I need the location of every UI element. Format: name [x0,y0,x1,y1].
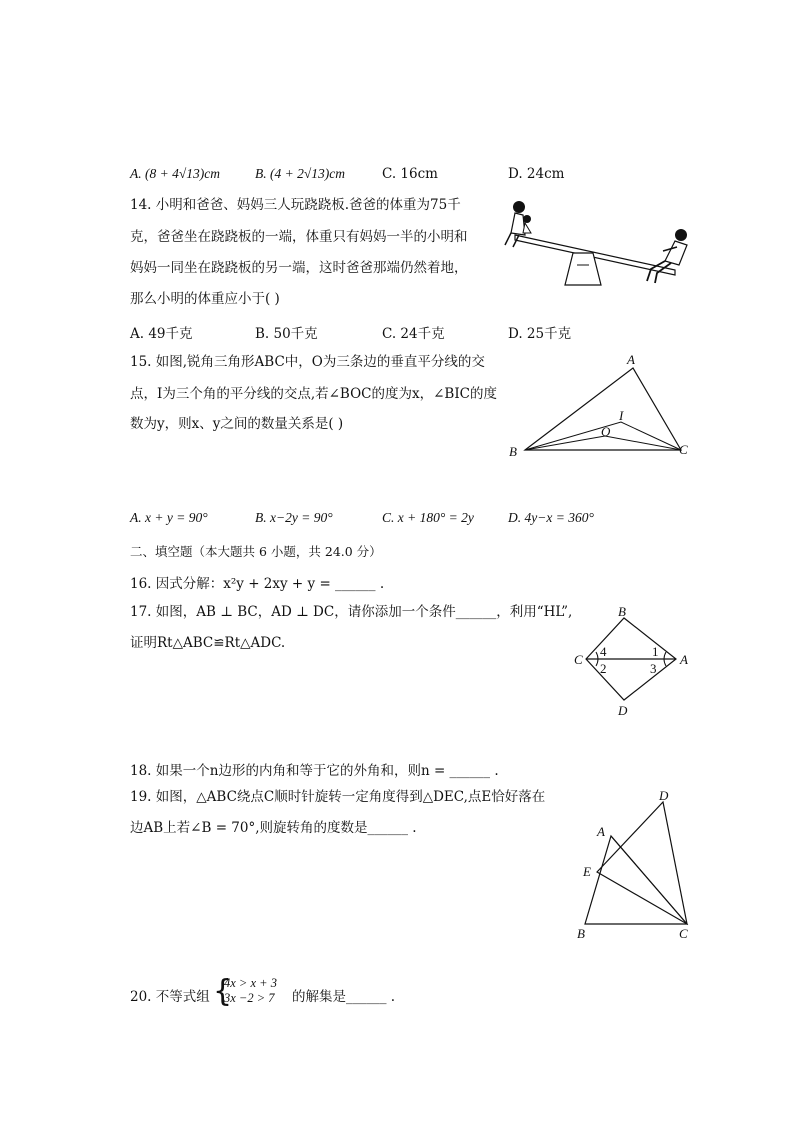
q17-angle-1: 1 [652,644,659,659]
q17-kite-figure [570,602,700,720]
q14-option-c: C. 24千克 [382,326,445,342]
q17-angle-4: 4 [600,644,607,659]
q15-label-b: B [509,444,517,459]
q20-prefix: 20. 不等式组 [130,989,210,1005]
section-2-title: 二、填空题（本大题共 6 小题，共 24.0 分） [130,544,382,559]
q14-line-2: 克，爸爸坐在跷跷板的一端，体重只有妈妈一半的小明和 [130,229,468,245]
q14-line-3: 妈妈一同坐在跷跷板的另一端，这时爸爸那端仍然着地， [130,260,468,276]
q13-option-c: C. 16cm [382,166,438,182]
q15-label-c: C [679,442,688,457]
q19-label-b: B [577,926,585,941]
q17-label-d: D [618,703,628,718]
q19-label-e: E [583,864,591,879]
q15-option-d: D. 4y−x = 360° [508,510,594,525]
q15-option-a: A. x + y = 90° [130,510,208,525]
q13-option-b: B. (4 + 2√13)cm [255,166,345,181]
q20-row-1: 4x > x + 3 [224,976,277,990]
q16-text: 16. 因式分解：x²y + 2xy + y = ______ . [130,576,385,592]
q15-triangle-figure [505,350,700,460]
q15-line-1: 15. 如图,锐角三角形ABC中，O为三条边的垂直平分线的交 [130,354,485,370]
q20-row-2: 3x −2 > 7 [224,991,275,1005]
q14-line-1: 14. 小明和爸爸、妈妈三人玩跷跷板.爸爸的体重为75千 [130,197,461,213]
q15-label-o: O [601,424,611,439]
q14-option-a: A. 49千克 [130,326,193,342]
q17-angle-3: 3 [650,661,657,676]
q15-option-c: C. x + 180° = 2y [382,510,474,525]
q19-label-a: A [597,824,605,839]
q18-text: 18. 如果一个n边形的内角和等于它的外角和，则n = ______ . [130,763,499,779]
q19-rotation-figure [575,788,700,943]
q17-label-b: B [618,604,626,619]
q14-option-b: B. 50千克 [255,326,318,342]
q15-label-i: I [619,408,624,423]
q19-label-d: D [659,788,669,803]
q15-option-b: B. x−2y = 90° [255,510,333,525]
q20-brace: { [213,974,233,1009]
q15-line-2: 点，I为三个角的平分线的交点,若∠BOC的度为x，∠BIC的度 [130,386,498,402]
q15-line-3: 数为y，则x、y之间的数量关系是( ) [130,416,344,432]
q17-line-1: 17. 如图，AB ⊥ BC，AD ⊥ DC，请你添加一个条件______，利用“HL”, [130,604,573,620]
q14-option-d: D. 25千克 [508,326,572,342]
q17-label-a: A [680,652,688,667]
q19-line-1: 19. 如图，△ABC绕点C顺时针旋转一定角度得到△DEC,点E恰好落在 [130,789,546,805]
q20-suffix: 的解集是______ . [292,989,396,1005]
q13-option-d: D. 24cm [508,166,565,182]
q17-line-2: 证明Rt△ABC≌Rt△ADC. [130,635,286,651]
q14-line-4: 那么小明的体重应小于( ) [130,291,280,307]
q19-line-2: 边AB上若∠B = 70°,则旋转角的度数是______ . [130,820,417,836]
seesaw-illustration [495,195,700,290]
q17-label-c: C [574,652,583,667]
q15-label-a: A [627,352,635,367]
q13-option-a: A. (8 + 4√13)cm [130,166,220,181]
q17-angle-2: 2 [600,661,607,676]
q19-label-c: C [679,926,688,941]
